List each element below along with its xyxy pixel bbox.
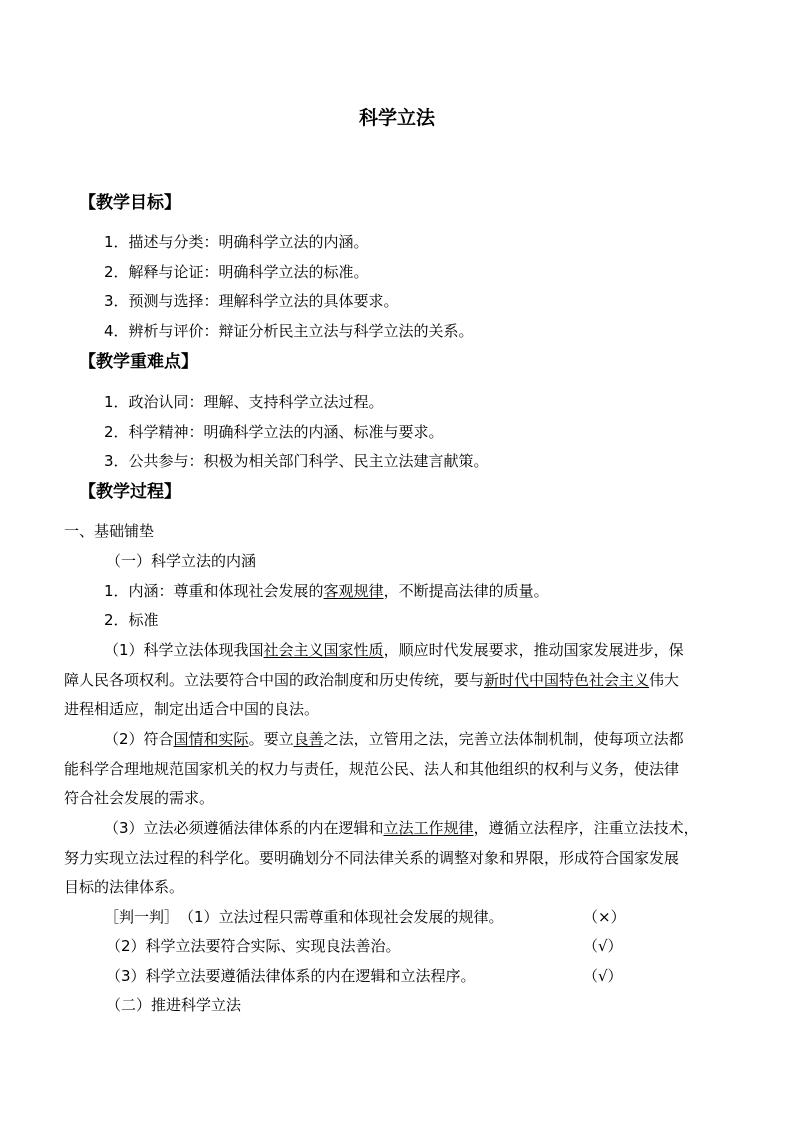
paragraph-line: （3）立法必须遵循法律体系的内在逻辑和立法工作规律，遵循立法程序，注重立法技术， [104,819,699,837]
goal-item: 1．描述与分类：明确科学立法的内涵。 [104,233,369,251]
page-title: 科学立法 [358,107,435,129]
difficulty-item: 3．公共参与：积极为相关部门科学、民主立法建言献策。 [104,452,489,470]
goal-item: 2．解释与论证：明确科学立法的标准。 [104,263,369,281]
keyword: 良善 [293,730,324,748]
keyword: 社会主义国家性质 [263,641,384,659]
definition-line: 1．内涵：尊重和体现社会发展的客观规律，不断提高法律的质量。 [104,582,549,600]
judge-question: （3）科学立法要遵循法律体系的内在逻辑和立法程序。 [106,967,476,985]
difficulty-item: 1．政治认同：理解、支持科学立法过程。 [104,393,384,411]
paragraph-line: 符合社会发展的需求。 [64,789,215,807]
paragraph-line: （2）符合国情和实际。要立良善之法，立管用之法，完善立法体制机制，使每项立法都 [104,730,684,748]
paragraph-line: 进程相适应，制定出适合中国的良法。 [64,700,320,718]
keyword: 立法工作规律 [383,819,474,837]
judge-question: （2）科学立法要符合实际、实现良法善治。 [106,937,401,955]
paragraph-line: （1）科学立法体现我国社会主义国家性质，顺应时代发展要求，推动国家发展进步，保 [104,641,684,659]
goal-item: 4．辨析与评价：辩证分析民主立法与科学立法的关系。 [104,322,474,340]
keyword: 国情和实际 [173,730,249,748]
keyword: 客观规律 [323,582,384,600]
paragraph-line: 努力实现立法过程的科学化。要明确划分不同法律关系的调整对象和界限，形成符合国家发展 [64,849,680,867]
judge-question: ［判一判］ （1）立法过程只需尊重和体现社会发展的规律。 [104,908,504,926]
paragraph-line: 障人民各项权利。立法要符合中国的政治制度和历史传统，要与新时代中国特色社会主义伟大 [64,671,680,689]
standard-label: 2．标准 [104,611,159,629]
keyword: 新时代中国特色社会主义 [484,671,650,689]
subheading: （一）科学立法的内涵 [106,552,257,570]
section-heading-process: 【教学过程】 [79,482,181,502]
goal-item: 3．预测与选择：理解科学立法的具体要求。 [104,292,399,310]
judge-answer: （√） [583,937,623,955]
section-heading-difficulties: 【教学重难点】 [79,352,198,372]
judge-answer: （√） [583,967,623,985]
section-heading-goals: 【教学目标】 [79,193,181,213]
paragraph-line: 目标的法律体系。 [64,878,185,896]
process-heading: 一、基础铺垫 [64,522,155,540]
subheading: （二）推进科学立法 [106,996,242,1014]
paragraph-line: 能科学合理地规范国家机关的权力与责任，规范公民、法人和其他组织的权利与义务，使法律 [64,760,680,778]
judge-answer: （×） [583,908,626,926]
difficulty-item: 2．科学精神：明确科学立法的内涵、标准与要求。 [104,423,444,441]
